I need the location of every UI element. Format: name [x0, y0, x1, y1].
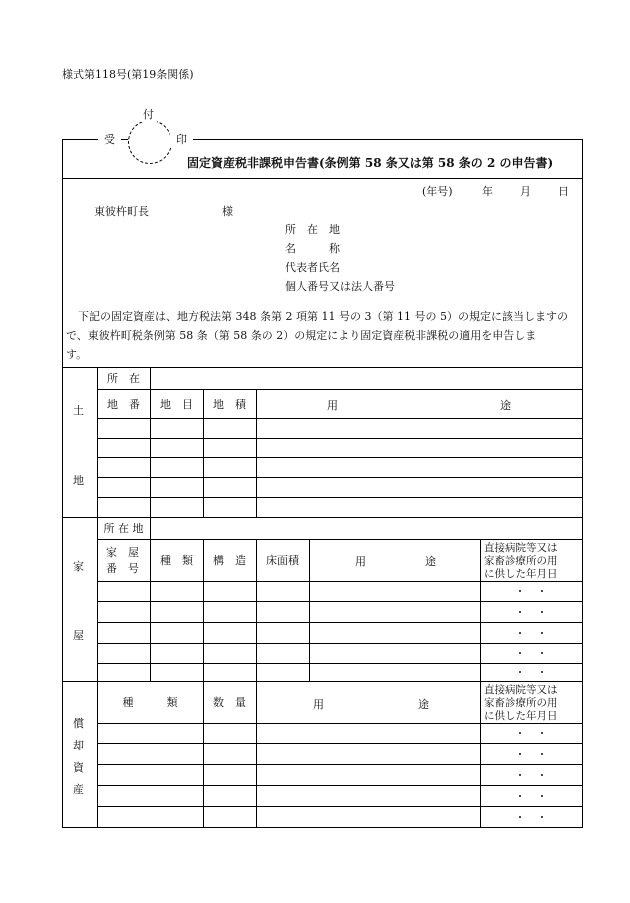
depreciable-side-label-3: 資 — [73, 761, 84, 774]
depreciable-header-date-1: 直接病院等又は — [484, 684, 558, 696]
house-label-divider — [97, 517, 98, 681]
land-header-area: 地 積 — [213, 397, 246, 411]
frame-bottom-border — [62, 827, 583, 828]
land-header-lot: 地 番 — [107, 397, 140, 411]
depreciable-header-usage-b: 途 — [418, 698, 429, 711]
house-date-placeholder: ・ ・ — [514, 585, 548, 598]
land-side-label-bottom: 地 — [73, 474, 84, 487]
house-col-divider-3 — [256, 539, 257, 681]
form-title: 固定資産税非課税申告書(条例第 58 条又は第 58 条の 2 の申告書) — [187, 156, 554, 170]
house-col-divider-4 — [309, 539, 310, 681]
land-header-usage-b: 途 — [500, 399, 511, 412]
house-date-placeholder: ・ ・ — [514, 666, 548, 679]
frame-left-border — [62, 139, 63, 827]
stamp-label-left: 受 — [98, 131, 121, 147]
house-header-kind: 種 類 — [160, 554, 193, 567]
depreciable-header-kind: 種 類 — [122, 696, 178, 709]
depreciable-date-placeholder: ・ ・ — [514, 727, 548, 740]
house-header-usage-b: 途 — [425, 555, 436, 568]
depreciable-date-placeholder: ・ ・ — [514, 789, 548, 803]
addressee-name: 東彼杵町長 — [94, 205, 149, 218]
house-header-floor-area: 床面積 — [266, 554, 299, 567]
title-divider — [62, 178, 582, 179]
frame-right-border — [582, 139, 583, 827]
form-number: 様式第118号(第19条関係) — [62, 68, 194, 81]
land-row-line — [97, 477, 582, 478]
house-header-date-3: に供した年月日 — [484, 568, 558, 580]
depreciable-date-placeholder: ・ ・ — [514, 747, 548, 761]
applicant-representative-label: 代表者氏名 — [285, 261, 340, 274]
land-row-line — [97, 418, 582, 419]
date-year: 年 — [482, 185, 493, 198]
declaration-line-1: 下記の固定資産は、地方税法第 348 条第 2 項第 11 号の 3（第 11 号の 5）の規定に該当しますの — [78, 310, 568, 323]
depreciable-side-label-4: 産 — [73, 783, 84, 796]
stamp-label-right: 印 — [170, 131, 193, 147]
date-era: (年号) — [422, 185, 453, 198]
depreciable-header-usage-a: 用 — [313, 698, 324, 711]
house-header-no-2: 番 号 — [106, 562, 139, 575]
depreciable-side-label-1: 償 — [73, 717, 84, 730]
land-header-usage-a: 用 — [327, 399, 338, 412]
date-day: 日 — [558, 185, 569, 198]
land-location-label: 所 在 — [107, 372, 140, 385]
land-header-category: 地 目 — [160, 397, 193, 411]
house-header-usage-a: 用 — [355, 555, 366, 568]
house-side-label-top: 家 — [73, 560, 84, 573]
addressee-honorific: 様 — [222, 205, 233, 218]
applicant-name-label: 名 称 — [285, 242, 340, 255]
reception-stamp-circle — [128, 120, 172, 164]
depreciable-date-placeholder: ・ ・ — [514, 810, 548, 824]
land-row-line — [97, 438, 582, 439]
land-side-label-top: 土 — [73, 404, 84, 417]
house-side-label-bottom: 屋 — [73, 629, 84, 642]
house-date-placeholder: ・ ・ — [514, 647, 548, 660]
date-month: 月 — [520, 185, 531, 198]
depreciable-side-label-2: 却 — [73, 739, 84, 752]
applicant-id-number-label: 個人番号又は法人番号 — [285, 280, 395, 293]
house-location-label: 所 在 地 — [103, 522, 144, 535]
house-header-date-2: 家畜診療所の用 — [484, 555, 558, 567]
house-header-structure: 構 造 — [213, 554, 246, 567]
house-header-date-1: 直接病院等又は — [484, 542, 558, 554]
house-header-no-1: 家 屋 — [106, 546, 139, 559]
depreciable-date-placeholder: ・ ・ — [514, 768, 548, 782]
applicant-address-label: 所 在 地 — [285, 223, 340, 236]
depreciable-header-quantity: 数 量 — [213, 696, 246, 709]
declaration-line-3: す。 — [66, 348, 88, 361]
house-date-placeholder: ・ ・ — [514, 605, 548, 619]
declaration-line-2: で、東彼杵町税条例第 58 条（第 58 条の 2）の規定により固定資産税非課税の適用を申告しま — [66, 329, 537, 342]
land-row-line — [97, 497, 582, 498]
depreciable-header-date-3: に供した年月日 — [484, 710, 558, 722]
land-row-line — [97, 457, 582, 458]
depreciable-header-date-2: 家畜診療所の用 — [484, 697, 558, 709]
house-date-placeholder: ・ ・ — [514, 626, 548, 640]
stamp-label-top: 付 — [140, 106, 157, 122]
house-col-divider-2 — [203, 539, 204, 681]
